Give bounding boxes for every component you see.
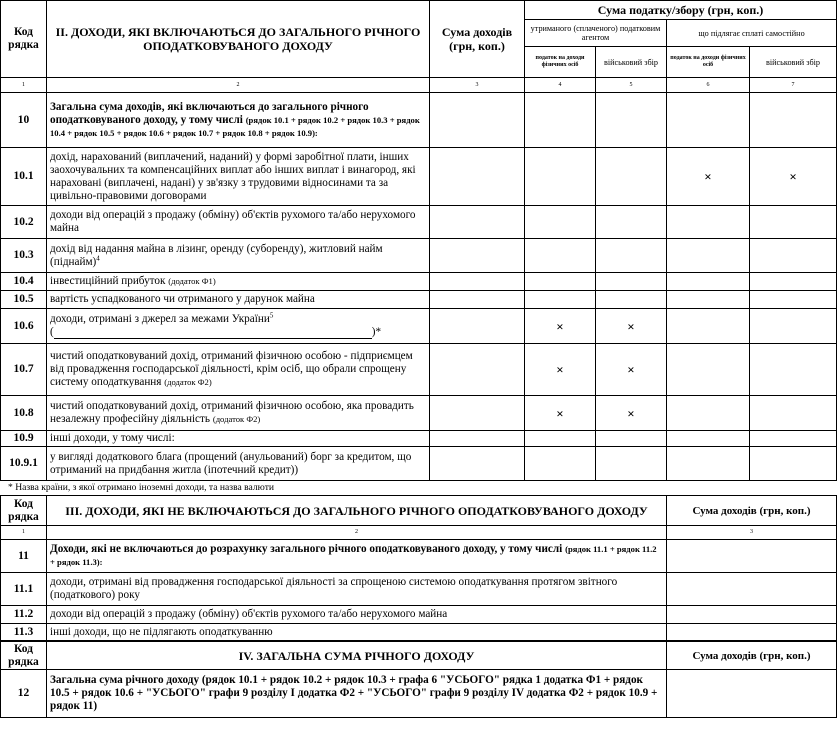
section-2-title: ІІ. ДОХОДИ, ЯКІ ВКЛЮЧАЮТЬСЯ ДО ЗАГАЛЬНОГО РІЧНОГО ОПОДАТКОВУВАНОГО ДОХОДУ — [47, 1, 430, 78]
military-withheld-cell[interactable] — [596, 431, 667, 447]
row-description: доходи від операцій з продажу (обміну) об'єктів рухомого та/або нерухомого майна — [47, 206, 430, 239]
pdfo-selfpay-cell[interactable] — [667, 447, 750, 481]
row-code: 10.2 — [1, 206, 47, 239]
not-applicable-mark: × — [750, 148, 837, 206]
col-header-income: Сума доходів (грн, коп.) — [667, 642, 837, 670]
military-selfpay-cell[interactable] — [750, 273, 837, 291]
col-header-military-selfpay: військовий збір — [750, 47, 837, 78]
table-row — [1, 670, 837, 718]
table-row — [1, 93, 837, 148]
footnote: * Назва країни, з якої отримано іноземні доходи, та назва валюти — [8, 482, 275, 493]
row-description: чистий оподатковуваний дохід, отриманий фізичною особою - підприємцем від провадження господарської діяльності, крім осіб, що обрали спрощену систему оподаткування (додаток Ф2) — [47, 344, 430, 396]
military-selfpay-cell[interactable] — [750, 239, 837, 273]
military-withheld-cell[interactable] — [596, 239, 667, 273]
military-selfpay-cell[interactable] — [750, 344, 837, 396]
table-row — [1, 344, 837, 396]
pdfo-selfpay-cell[interactable] — [667, 206, 750, 239]
row-code: 10.9.1 — [1, 447, 47, 481]
row-description: чистий оподатковуваний дохід, отриманий фізичною особою, яка провадить незалежну професійну діяльність (додаток Ф2) — [47, 396, 430, 431]
pdfo-withheld-cell[interactable] — [525, 447, 596, 481]
table-row — [1, 309, 837, 344]
table-row — [1, 606, 837, 624]
pdfo-selfpay-cell[interactable] — [667, 396, 750, 431]
col-number: 2 — [47, 78, 430, 93]
row-code: 11.3 — [1, 624, 47, 641]
col-number: 7 — [750, 78, 837, 93]
row-code: 10.6 — [1, 309, 47, 344]
section-3-table — [0, 495, 837, 641]
row-description: інвестиційний прибуток (додаток Ф1) — [47, 273, 430, 291]
not-applicable-mark: × — [525, 309, 596, 344]
income-cell[interactable] — [667, 540, 837, 573]
income-cell[interactable] — [667, 573, 837, 606]
pdfo-withheld-cell[interactable] — [525, 291, 596, 309]
income-cell[interactable] — [430, 431, 525, 447]
income-cell[interactable] — [430, 148, 525, 206]
military-selfpay-cell[interactable] — [750, 93, 837, 148]
col-number: 1 — [1, 78, 47, 93]
not-applicable-mark: × — [525, 396, 596, 431]
not-applicable-mark: × — [525, 344, 596, 396]
military-selfpay-cell[interactable] — [750, 206, 837, 239]
military-selfpay-cell[interactable] — [750, 447, 837, 481]
col-header-code: Код рядка — [1, 1, 47, 78]
row-code: 10.7 — [1, 344, 47, 396]
row-description: доходи, отримані від провадження господарської діяльності за спрощеною системою оподаткування протягом звітного (податкового) року — [47, 573, 667, 606]
table-row — [1, 396, 837, 431]
income-cell[interactable] — [430, 273, 525, 291]
pdfo-selfpay-cell[interactable] — [667, 239, 750, 273]
military-selfpay-cell[interactable] — [750, 431, 837, 447]
not-applicable-mark: × — [596, 344, 667, 396]
income-cell[interactable] — [667, 606, 837, 624]
row-code: 11 — [1, 540, 47, 573]
country-currency-field[interactable] — [54, 327, 372, 339]
section-4-table — [0, 641, 837, 718]
row-code: 12 — [1, 670, 47, 718]
row-description: інші доходи, що не підлягають оподаткуванню — [47, 624, 667, 641]
table-row — [1, 206, 837, 239]
row-description: Доходи, які не включаються до розрахунку загального річного оподатковуваного доходу, у тому числі (рядок 11.1 + рядок 11.2 + рядок 11.3): — [47, 540, 667, 573]
income-cell[interactable] — [430, 447, 525, 481]
col-header-pdfo-selfpay: податок на доходи фізичних осіб — [667, 47, 750, 78]
col-number: 3 — [667, 526, 837, 540]
income-cell[interactable] — [667, 670, 837, 718]
row-code: 10.1 — [1, 148, 47, 206]
section-3-title: ІІІ. ДОХОДИ, ЯКІ НЕ ВКЛЮЧАЮТЬСЯ ДО ЗАГАЛЬНОГО РІЧНОГО ОПОДАТКОВУВАНОГО ДОХОДУ — [47, 496, 667, 526]
income-cell[interactable] — [430, 239, 525, 273]
not-applicable-mark: × — [596, 309, 667, 344]
col-number: 2 — [47, 526, 667, 540]
income-cell[interactable] — [430, 206, 525, 239]
col-header-code: Код рядка — [1, 642, 47, 670]
col-header-code: Код рядка — [1, 496, 47, 526]
not-applicable-mark: × — [667, 148, 750, 206]
pdfo-selfpay-cell[interactable] — [667, 344, 750, 396]
col-header-military-withheld: військовий збір — [596, 47, 667, 78]
pdfo-withheld-cell[interactable] — [525, 148, 596, 206]
row-description: дохід від надання майна в лізинг, оренду (суборенду), житловий найм (піднайм)$^4$ — [47, 239, 430, 273]
section-4-title: IV. ЗАГАЛЬНА СУМА РІЧНОГО ДОХОДУ — [47, 642, 667, 670]
military-withheld-cell[interactable] — [596, 273, 667, 291]
row-description: дохід, нарахований (виплачений, наданий) у формі заробітної плати, інших заохочувальних та компенсаційних виплат або інших виплат і винагород, які нараховані (виплачені, надані) у зв'язку з трудовими відносинами та за цивільно-правовими договорами — [47, 148, 430, 206]
table-row — [1, 624, 837, 641]
col-number: 3 — [430, 78, 525, 93]
military-selfpay-cell[interactable] — [750, 309, 837, 344]
col-header-income: Сума доходів (грн, коп.) — [430, 1, 525, 78]
table-row — [1, 573, 837, 606]
military-withheld-cell[interactable] — [596, 93, 667, 148]
military-selfpay-cell[interactable] — [750, 396, 837, 431]
pdfo-withheld-cell[interactable] — [525, 206, 596, 239]
pdfo-selfpay-cell[interactable] — [667, 431, 750, 447]
row-code: 10.5 — [1, 291, 47, 309]
table-row — [1, 291, 837, 309]
col-number: 6 — [667, 78, 750, 93]
table-row — [1, 239, 837, 273]
pdfo-withheld-cell[interactable] — [525, 239, 596, 273]
table-row — [1, 273, 837, 291]
col-number: 1 — [1, 526, 47, 540]
row-description: доходи, отримані з джерел за межами України$^5$ ( )* — [47, 309, 430, 344]
military-withheld-cell[interactable] — [596, 206, 667, 239]
col-header-withheld: утриманого (сплаченого) податковим агентом — [525, 20, 667, 47]
row-description: у вигляді додаткового блага (прощений (анульований) борг за кредитом, що отриманий на придбання житла (іпотечний кредит)) — [47, 447, 430, 481]
military-withheld-cell[interactable] — [596, 291, 667, 309]
income-cell[interactable] — [430, 344, 525, 396]
pdfo-selfpay-cell[interactable] — [667, 273, 750, 291]
col-number: 4 — [525, 78, 596, 93]
not-applicable-mark: × — [596, 396, 667, 431]
income-cell[interactable] — [667, 624, 837, 641]
row-code: 11.2 — [1, 606, 47, 624]
table-row — [1, 431, 837, 447]
pdfo-withheld-cell[interactable] — [525, 93, 596, 148]
row-description: інші доходи, у тому числі: — [47, 431, 430, 447]
income-cell[interactable] — [430, 291, 525, 309]
row-description: вартість успадкованого чи отриманого у дарунок майна — [47, 291, 430, 309]
table-row — [1, 148, 837, 206]
row-code: 10.8 — [1, 396, 47, 431]
pdfo-selfpay-cell[interactable] — [667, 309, 750, 344]
pdfo-withheld-cell[interactable] — [525, 273, 596, 291]
military-withheld-cell[interactable] — [596, 447, 667, 481]
pdfo-selfpay-cell[interactable] — [667, 93, 750, 148]
row-code: 10 — [1, 93, 47, 148]
row-code: 10.3 — [1, 239, 47, 273]
row-description: Загальна сума річного доходу (рядок 10.1 + рядок 10.2 + рядок 10.3 + графа 6 "УСЬОГО" рядка 1 додатка Ф1 + рядок 10.5 + рядок 10.6 + "УСЬОГО" графи 9 розділу І додатка Ф2 + "УСЬОГО" графи 9 розділу IV додатка Ф2 + рядок 10.9 + рядок 11) — [47, 670, 667, 718]
col-header-pdfo-withheld: податок на доходи фізичних осіб — [525, 47, 596, 78]
table-row — [1, 540, 837, 573]
col-header-income: Сума доходів (грн, коп.) — [667, 496, 837, 526]
col-header-tax: Сума податку/збору (грн, коп.) — [525, 1, 837, 20]
income-cell[interactable] — [430, 309, 525, 344]
row-code: 11.1 — [1, 573, 47, 606]
pdfo-withheld-cell[interactable] — [525, 431, 596, 447]
row-code: 10.9 — [1, 431, 47, 447]
income-cell[interactable] — [430, 93, 525, 148]
col-number: 5 — [596, 78, 667, 93]
row-description: Загальна сума доходів, які включаються до загального річного оподатковуваного доходу, у тому числі (рядок 10.1 + рядок 10.2 + рядок 10.3 + рядок 10.4 + рядок 10.5 + рядок 10.6 + рядок 10.7 + рядок 10.8 + рядок 10.9): — [47, 93, 430, 148]
military-selfpay-cell[interactable] — [750, 291, 837, 309]
pdfo-selfpay-cell[interactable] — [667, 291, 750, 309]
military-withheld-cell[interactable] — [596, 148, 667, 206]
col-header-selfpay: що підлягає сплаті самостійно — [667, 20, 837, 47]
income-cell[interactable] — [430, 396, 525, 431]
table-row — [1, 447, 837, 481]
row-code: 10.4 — [1, 273, 47, 291]
row-description: доходи від операцій з продажу (обміну) об'єктів рухомого та/або нерухомого майна — [47, 606, 667, 624]
